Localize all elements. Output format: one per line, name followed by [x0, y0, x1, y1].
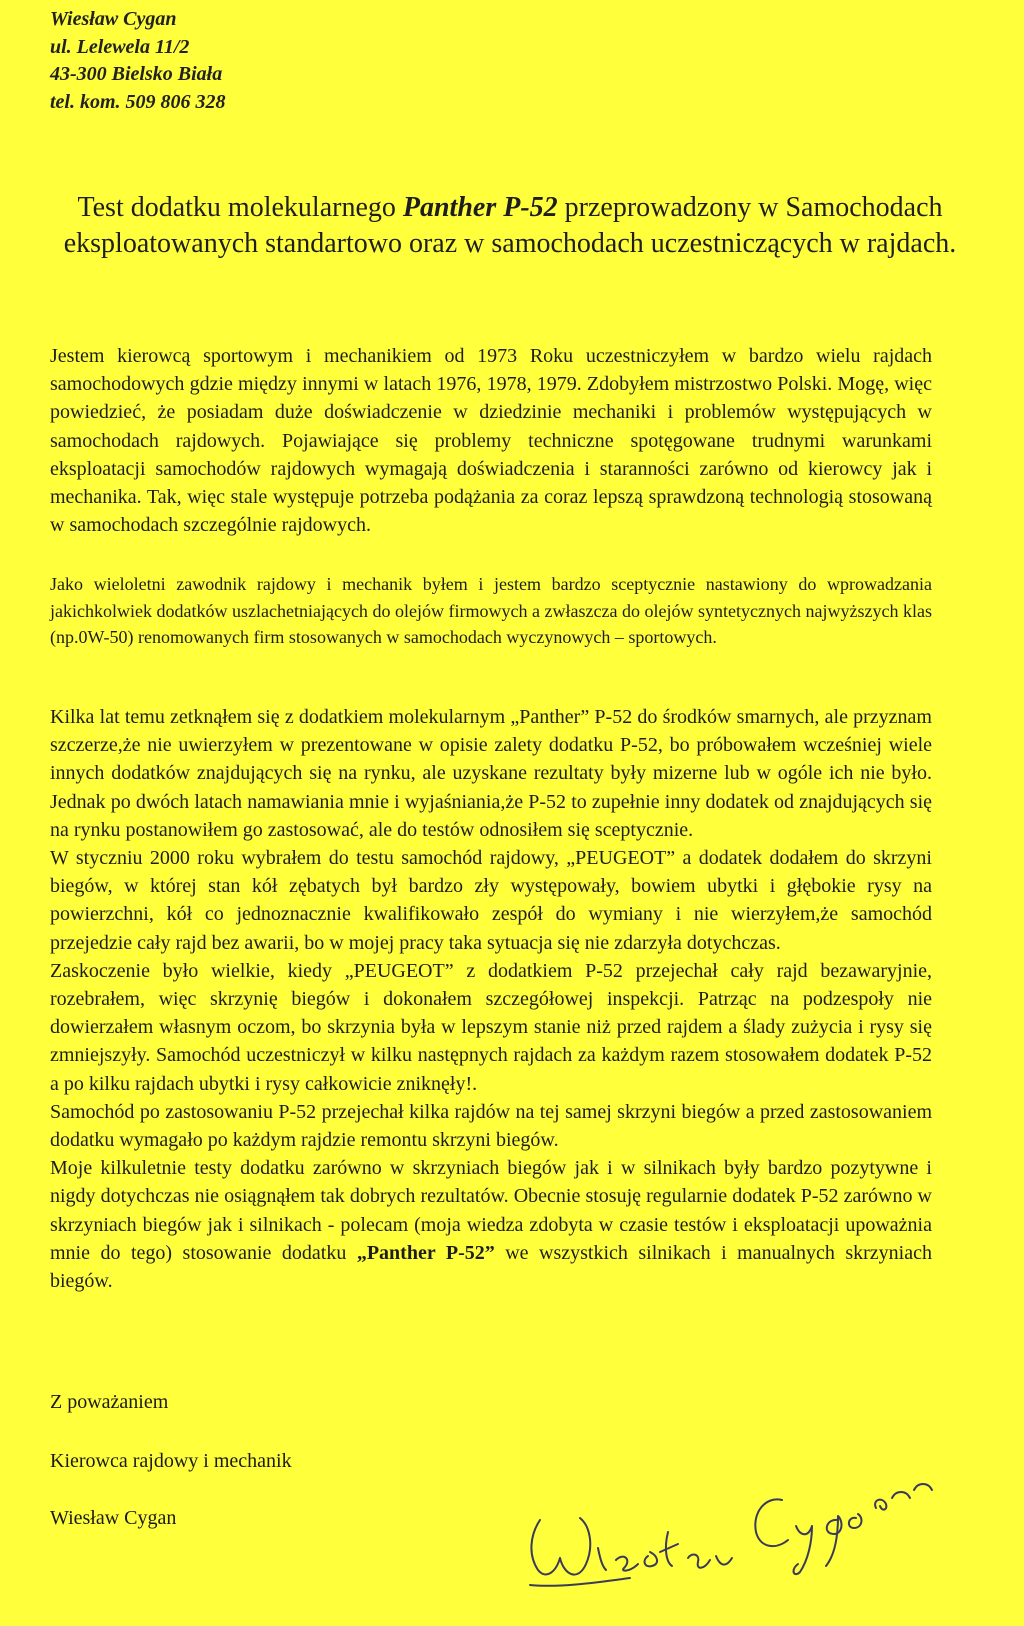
- sender-city: 43-300 Bielsko Biała: [50, 63, 223, 85]
- closing-salutation: Z poważaniem: [50, 1391, 169, 1413]
- paragraph-skepticism: [50, 571, 932, 651]
- recommendation-text-end: we wszystkich silnikach i manualnych skrzyniach biegów.: [50, 1241, 932, 1293]
- recommendation-text-start: Moje kilkuletnie testy dodatku zarówno w skrzyniach biegów jak i w silnikach były bardzo pozytywne i nigdy dotychczas nie osiągnąłem tak dobrych rezultatów. Obecnie stosuję regularnie dodatek P-52 zarówno w skrzyniach biegów jak i silnikach - polecam (moja wiedza zdobyta w czasie testów i eksploatacji upoważnia mnie do tego) stosowanie dodatku: [50, 1157, 932, 1264]
- sender-name: Wiesław Cygan: [50, 8, 177, 30]
- sender-phone: tel. kom. 509 806 328: [50, 90, 226, 113]
- paragraph-experience: [50, 342, 932, 539]
- paragraph-line: [50, 1154, 932, 1295]
- title-text-end: przeprowadzony w Samochodach eksploatowanych standartowo oraz w samochodach uczestniczących w rajdach.: [63, 192, 957, 259]
- paragraph-line: Samochód po zastosowaniu P-52 przejechał kilka rajdów na tej samej skrzyni biegów a przed zastosowaniem dodatku wymagało po każdym rajdzie remontu skrzyni biegów.: [50, 1100, 932, 1152]
- paragraph-line: Kilka lat temu zetknąłem się z dodatkiem molekularnym „Panther” P-52 do środków smarnych, ale przyznam szczerze,że nie uwierzyłem w prezentowane w opisie zalety dodatku P-52, bo próbowałem wcześniej wiele innych dodatków znajdujących się na rynku, ale uzyskane rezultaty były mizerne lub w ogóle ich nie było. Jednak po dwóch latach namawiania mnie i wyjaśniania,że P-52 to zupełnie inny dodatek od znajdujących się na rynku postanowiłem go zastosować, ale do testów odnosiłem się sceptycznie.: [50, 706, 932, 841]
- paragraph-line: Zaskoczenie było wielkie, kiedy „PEUGEOT” z dodatkiem P-52 przejechał cały rajd bezawaryjnie, rozebrałem, więc skrzynię biegów i dokonałem szczegółowej inspekcji. Patrząc na podzespoły nie dowierzałem własnym oczom, bo skrzynia była w lepszym stanie niż przed rajdem a ślady zużycia i rysy się zmniejszyły. Samochód uczestniczył w kilku następnych rajdach za każdym razem stosowałem dodatek P-52 a po kilku rajdach ubytki i rysy całkowicie zniknęły!.: [50, 959, 932, 1095]
- paragraph-test-report: [50, 703, 932, 1295]
- recommendation-brand: „Panther P-52”: [356, 1241, 495, 1264]
- letter-title: [40, 190, 980, 262]
- paragraph-text: Jestem kierowcą sportowym i mechanikiem od 1973 Roku uczestniczyłem w bardzo wielu rajdach samochodowych gdzie między innymi w latach 1976, 1978, 1979. Zdobyłem mistrzostwo Polski. Mogę, więc powiedzieć, że posiadam duże doświadczenie w dziedzinie mechaniki i problemów występujących w samochodach rajdowych. Pojawiające się problemy techniczne spotęgowane trudnymi warunkami eksploatacji samochodów rajdowych wymagają doświadczenia i staranności zarówno od kierowcy jak i mechanika. Tak, więc stale występuje potrzeba podążania za coraz lepszą sprawdzoną technologią stosowaną w samochodach szczególnie rajdowych.: [50, 345, 932, 537]
- sender-address-block: [50, 6, 226, 116]
- paragraph-text: Jako wieloletni zawodnik rajdowy i mechanik byłem i jestem bardzo sceptycznie nastawiony do wprowadzania jakichkolwiek dodatków uszlachetniających do olejów firmowych a zwłaszcza do olejów syntetycznych najwyższych klas (np.0W-50) renomowanych firm stosowanych w samochodach wyczynowych – sportowych.: [50, 574, 932, 647]
- signer-name: Wiesław Cygan: [50, 1507, 177, 1529]
- paragraph-line: W styczniu 2000 roku wybrałem do testu samochód rajdowy, „PEUGEOT” a dodatek dodałem do skrzyni biegów, w której stan kół zębatych był bardzo zły występowały, bowiem ubytki i głębokie rysy na powierzchni, kół co jednoznacznie kwalifikowało zespół do wymiany i nie wierzyłem,że samochód przejedzie cały rajd bez awarii, bo w mojej pracy taka sytuacja się nie zdarzyła dotychczas.: [50, 847, 932, 954]
- handwritten-signature: [520, 1460, 940, 1610]
- signer-role: Kierowca rajdowy i mechanik: [50, 1450, 292, 1472]
- title-brand: Panther P-52: [402, 192, 558, 223]
- sender-street: ul. Lelewela 11/2: [50, 35, 190, 58]
- title-text-start: Test dodatku molekularnego: [77, 192, 403, 223]
